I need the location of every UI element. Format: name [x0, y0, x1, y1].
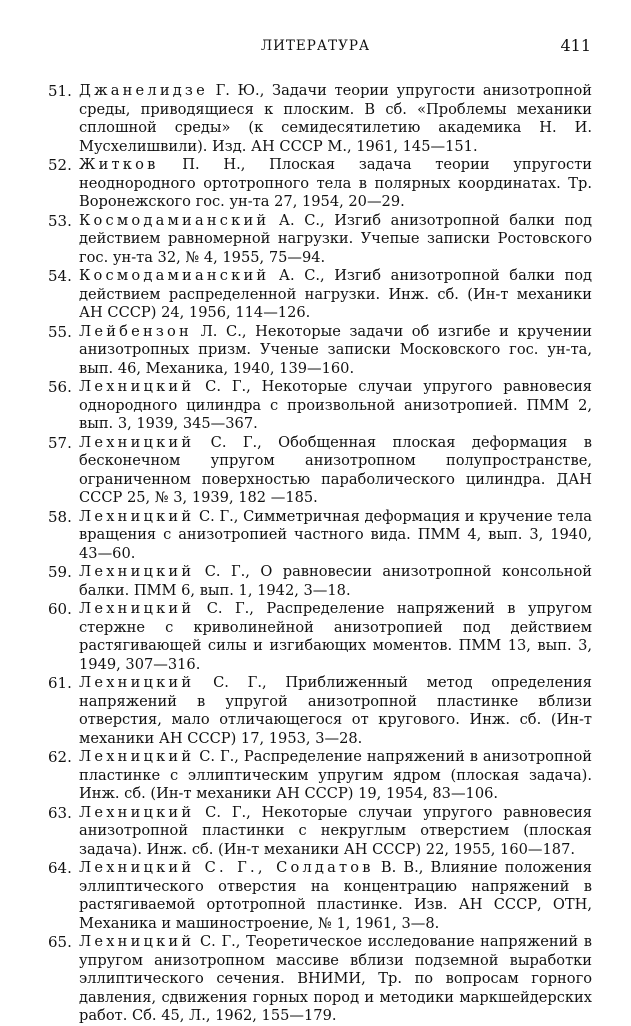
- running-head-title: ЛИТЕРАТУРА: [260, 38, 371, 54]
- reference-item: [48, 156, 592, 212]
- reference-text: [79, 933, 592, 1026]
- reference-body: С. Г., О равновесии анизотропной консольной балки. ПММ 6, вып. 1, 1942, 3—18.: [79, 563, 592, 599]
- reference-author: Лехницкий: [79, 433, 195, 451]
- reference-item: [48, 748, 592, 804]
- reference-author: Лехницкий: [79, 600, 195, 617]
- reference-text: [79, 859, 592, 933]
- reference-author: Лехницкий: [79, 378, 195, 395]
- reference-number: 61.: [48, 674, 72, 692]
- reference-body: С. Г., Распределение напряжений в анизотропной пластинке с эллиптическим упругим ядром (плоская задача). Инж. сб. (Ин-т механики АН СССР) 19, 1954, 83—106.: [79, 748, 592, 802]
- reference-body: С. Г., Приближенный метод определения напряжений в упругой анизотропной пластинке вблизи отверстия, мало отличающегося от кругового. Инж. сб. (Ин-т механики АН СССР) 17, 1953, 3—28.: [79, 674, 592, 747]
- reference-text: [79, 804, 592, 860]
- reference-list: [48, 82, 592, 1026]
- reference-author: Космодамианский: [79, 267, 270, 284]
- reference-number: 55.: [48, 322, 72, 341]
- reference-author: Лехницкий С. Г., Солдатов: [79, 859, 374, 876]
- reference-author: Житков: [79, 156, 159, 173]
- reference-author: Лейбензон: [79, 322, 192, 340]
- reference-author: Джанелидзе: [79, 82, 208, 99]
- reference-number: 58.: [48, 507, 72, 526]
- reference-text: [79, 267, 592, 323]
- reference-body: П. Н., Плоская задача теории упругости неоднородного ортотропного тела в полярных координатах. Тр. Воронежского гос. ун-та 27, 1954, 20—29.: [79, 156, 592, 210]
- reference-number: 59.: [48, 563, 72, 581]
- reference-number: 63.: [48, 803, 72, 822]
- reference-body: С. Г., Распределение напряжений в упругом стержне с криволинейной анизотропией под действием растягивающей силы и изгибающих моментов. ПММ 13, вып. 3, 1949, 307—316.: [79, 600, 592, 673]
- reference-number: 64.: [48, 859, 72, 877]
- reference-text: [79, 748, 592, 804]
- reference-item: [48, 933, 592, 1026]
- reference-author: Лехницкий: [79, 803, 195, 821]
- reference-text: [79, 600, 592, 674]
- reference-item: [48, 323, 592, 379]
- reference-item: [48, 508, 592, 564]
- reference-number: 51.: [48, 82, 72, 100]
- reference-text: [79, 323, 592, 379]
- reference-author: Лехницкий: [79, 507, 195, 525]
- reference-number: 52.: [48, 156, 72, 174]
- reference-item: [48, 859, 592, 933]
- reference-item: [48, 82, 592, 156]
- reference-text: [79, 434, 592, 508]
- reference-item: [48, 563, 592, 600]
- reference-author: Лехницкий: [79, 674, 195, 691]
- running-head: [36, 38, 595, 60]
- reference-text: [79, 563, 592, 600]
- reference-author: Космодамианский: [79, 211, 270, 229]
- reference-author: Лехницкий: [79, 748, 195, 765]
- page-number: 411: [560, 36, 591, 55]
- reference-text: [79, 508, 592, 564]
- reference-item: [48, 267, 592, 323]
- reference-number: 53.: [48, 211, 72, 230]
- reference-text: [79, 156, 592, 212]
- reference-body: С. Г., Некоторые случаи упругого равновесия анизотропной пластинки с некруглым отверстием (плоская задача). Инж. сб. (Ин-т механики АН СССР) 22, 1955, 160—187.: [79, 803, 592, 858]
- reference-number: 65.: [48, 933, 72, 951]
- reference-item: [48, 378, 592, 434]
- reference-body: В. В., Влияние положения эллиптического отверстия на концентрацию напряжений в растягиваемой ортотропной пластинке. Изв. АН СССР, ОТН, Механика и машиностроение, № 1, 1961, 3—8.: [79, 859, 593, 932]
- reference-number: 60.: [48, 600, 72, 618]
- reference-body: Г. Ю., Задачи теории упругости анизотропной среды, приводящиеся к плоским. В сб. «Проблемы механики сплошной среды» (к семидесятилетию академика Н. И. Мусхелишвили). Изд. АН СССР М., 1961, 145—151.: [79, 82, 592, 155]
- reference-body: Л. С., Некоторые задачи об изгибе и кручении анизотропных призм. Ученые записки Московского гос. ун-та, вып. 46, Механика, 1940, 139—160.: [79, 322, 592, 377]
- reference-body: С. Г., Симметричная деформация и кручение тела вращения с анизотропией частного вида. ПММ 4, вып. 3, 1940, 43—60.: [79, 507, 592, 562]
- reference-text: [79, 82, 592, 156]
- reference-body: С. Г., Теоретическое исследование напряжений в упругом анизотропном массиве вблизи подземной выработки эллиптического сечения. ВНИМИ, Тр. по вопросам горного давления, сдвижения горных пород и методики маркшейдерских работ. Сб. 45, Л., 1962, 155—179.: [79, 933, 592, 1024]
- reference-number: 62.: [48, 748, 72, 766]
- reference-text: [79, 212, 592, 268]
- reference-text: [79, 674, 592, 748]
- reference-item: [48, 600, 592, 674]
- reference-body: А. С., Изгиб анизотропной балки под действием распределенной нагрузки. Инж. сб. (Ин-т механики АН СССР) 24, 1956, 114—126.: [79, 267, 592, 321]
- reference-author: Лехницкий: [79, 563, 195, 580]
- reference-body: С. Г., Обобщенная плоская деформация в бесконечном упругом анизотропном полупространстве, ограниченном поверхностью параболического цилиндра. ДАН СССР 25, № 3, 1939, 182 —185.: [79, 433, 592, 506]
- reference-item: [48, 804, 592, 860]
- reference-number: 56.: [48, 378, 72, 396]
- reference-item: [48, 212, 592, 268]
- reference-number: 57.: [48, 433, 72, 452]
- reference-item: [48, 434, 592, 508]
- reference-number: 54.: [48, 267, 72, 285]
- reference-item: [48, 674, 592, 748]
- reference-body: С. Г., Некоторые случаи упругого равновесия однородного цилиндра с произвольной анизотропией. ПММ 2, вып. 3, 1939, 345—367.: [79, 378, 592, 432]
- reference-text: [79, 378, 592, 434]
- reference-body: А. С., Изгиб анизотропной балки под действием равномерной нагрузки. Учепые записки Ростовского гос. ун-та 32, № 4, 1955, 75—94.: [79, 211, 592, 266]
- reference-author: Лехницкий: [79, 933, 195, 950]
